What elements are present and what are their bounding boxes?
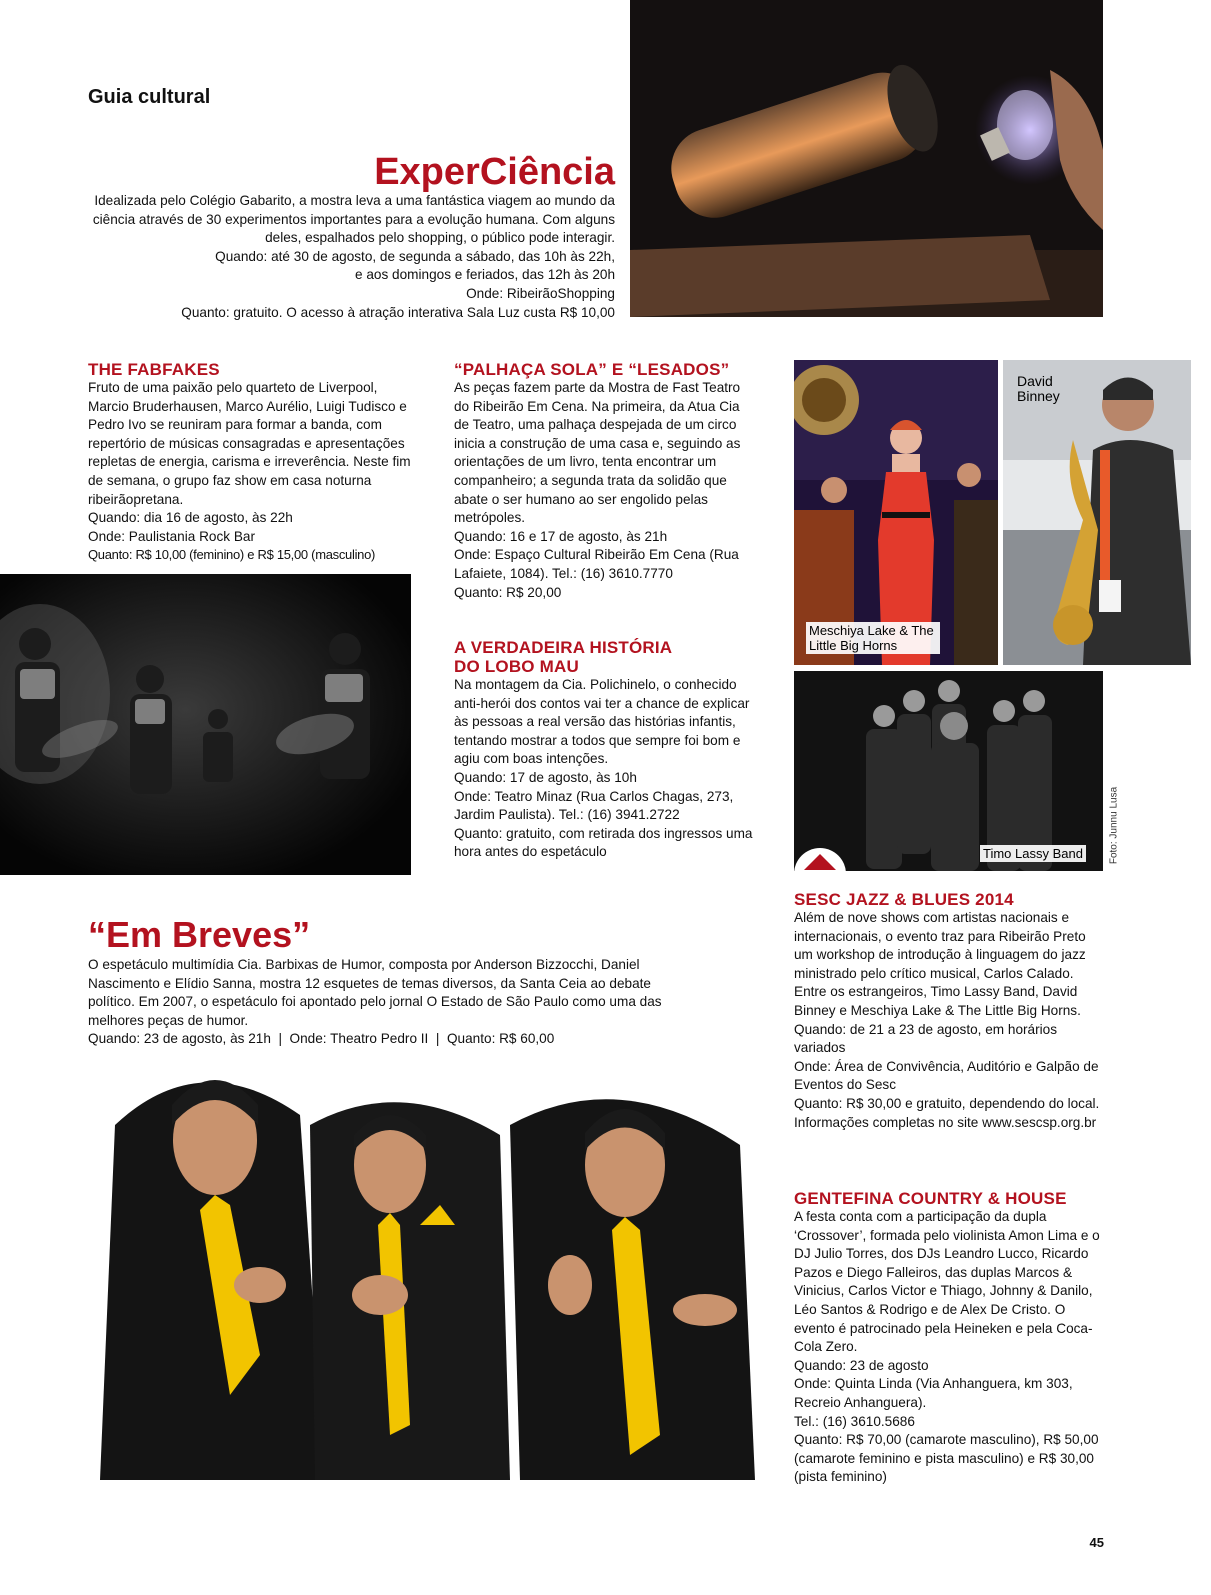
lobomau-title-1: A VERDADEIRA HISTÓRIA (454, 638, 673, 657)
david-binney-photo (1003, 360, 1191, 665)
embreves-info: Quando: 23 de agosto, às 21h | Onde: Theatro Pedro II | Quanto: R$ 60,00 (88, 1031, 555, 1047)
sesc-price: Quanto: R$ 30,00 e gratuito, dependendo do local. Informações completas no site www.sescsp.org.br (794, 1095, 1100, 1130)
timo-lassy-photo (794, 671, 1103, 871)
palhaca-when: Quando: 16 e 17 de agosto, às 21h (454, 528, 668, 544)
experciencia-price: Quanto: gratuito. O acesso à atração interativa Sala Luz custa R$ 10,00 (181, 304, 615, 320)
lobomau-when: Quando: 17 de agosto, às 10h (454, 769, 637, 785)
experciencia-photo (630, 0, 1103, 317)
palhaca-body: As peças fazem parte da Mostra de Fast Teatro do Ribeirão Em Cena. Na primeira, da Atua Cia de Teatro, uma palhaça despejada de um circo inicia a construção de uma casa e, seguindo as orientações de um livro, tenta encontrar um companheiro; a segunda trata da solidão que abate o ser humano ao ser engolido pelas metrópoles. (454, 380, 741, 526)
gentefina-where: Onde: Quinta Linda (Via Anhanguera, km 303, Recreio Anhanguera). (794, 1376, 1073, 1410)
sesc-title: SESC JAZZ & BLUES 2014 (794, 890, 1014, 909)
experciencia-when-2: e aos domingos e feriados, das 12h às 20h (355, 267, 615, 283)
experciencia-body: Idealizada pelo Colégio Gabarito, a mostra leva a uma fantástica viagem ao mundo da ciência através de 30 experimentos importantes para a evolução humana. Com alguns deles, espalhados pelo shopping, o público pode interagir. (92, 193, 615, 246)
sesc-when: Quando: de 21 a 23 de agosto, em horários variados (794, 1021, 1057, 1056)
gentefina-title: GENTEFINA COUNTRY & HOUSE (794, 1189, 1067, 1208)
meschiya-caption: Meschiya Lake & The Little Big Horns (806, 622, 940, 654)
gentefina-price: Quanto: R$ 70,00 (camarote masculino), R$ 50,00 (camarote feminino e pista masculino) e R$ 30,00 (pista feminino) (794, 1432, 1099, 1485)
lobomau-price: Quanto: gratuito, com retirada dos ingressos uma hora antes do espetáculo (454, 825, 753, 860)
david-binney-caption: David Binney (1017, 373, 1060, 404)
fabfakes-photo (0, 574, 411, 875)
embreves-title: “Em Breves” (88, 914, 311, 955)
palhaca-title: “PALHAÇA SOLA” E “LESADOS” (454, 360, 730, 379)
meschiya-photo (794, 360, 998, 665)
sesc-body: Além de nove shows com artistas nacionais e internacionais, o evento traz para Ribeirão Preto um workshop de introdução à linguagem do jazz ministrado pelo crítico musical, Carlos Calado. Entre os estrangeiros, Timo Lassy Band, David Binney e Meschiya Lake & The Little Big Horns. (794, 910, 1086, 1018)
palhaca-price: Quanto: R$ 20,00 (454, 584, 562, 600)
timo-lassy-caption: Timo Lassy Band (980, 845, 1086, 862)
lobomau-where: Onde: Teatro Minaz (Rua Carlos Chagas, 273, Jardim Paulista). Tel.: (16) 3941.2722 (454, 788, 734, 823)
embreves-photo (100, 1055, 755, 1480)
experciencia-where: Onde: RibeirãoShopping (466, 285, 615, 301)
embreves-body: O espetáculo multimídia Cia. Barbixas de Humor, composta por Anderson Bizzocchi, Daniel Nascimento e Elídio Sanna, mostra 12 esquetes de temas diversos, da Santa Ceia ao debate político. Em 2007, o espetáculo foi apontado pelo jornal O Estado de São Paulo como uma das melhores peças de humor. (88, 957, 662, 1028)
page-number: 45 (1089, 1535, 1104, 1550)
gentefina-body: A festa conta com a participação da dupla ‘Crossover’, formada pelo violinista Amon Lima e o DJ Julio Torres, dos DJs Leandro Lucco, Ricardo Pazos e Diego Falleiros, das duplas Marcos & Vinicius, Carlos Victor e Thiago, Johnny & Danilo, Léo Santos & Rodrigo e de Alex De Cristo. O evento é patrocinado pela Heineken e pela Coca-Cola Zero. (794, 1209, 1100, 1355)
section-header: Guia cultural (88, 86, 211, 108)
fabfakes-body: Fruto de uma paixão pelo quarteto de Liverpool, Marcio Bruderhausen, Marco Aurélio, Luigi Tudisco e Pedro Ivo se reuniram para formar a banda, com repertório de músicas consagradas e apresentações repletas de energia, carisma e irreverência. Neste fim de semana, o grupo faz show em casa noturna ribeirãopretana. (88, 380, 411, 507)
lobomau-body: Na montagem da Cia. Polichinelo, o conhecido anti-herói dos contos vai ter a chance de explicar às pessoas a real versão das histórias infantis, tentando mostrar a todos que sempre foi bom e agiu com boas intenções. (454, 677, 750, 767)
fabfakes-when: Quando: dia 16 de agosto, às 22h (88, 510, 293, 526)
sesc-where: Onde: Área de Convivência, Auditório e Galpão de Eventos do Sesc (794, 1058, 1099, 1093)
fabfakes-price: Quanto: R$ 10,00 (feminino) e R$ 15,00 (masculino) (88, 547, 376, 563)
experciencia-title: ExperCiência (374, 151, 615, 193)
photo-credit: Foto: Junnu Lusa (1108, 786, 1120, 865)
experciencia-when-1: Quando: até 30 de agosto, de segunda a sábado, das 10h às 22h, (215, 248, 615, 264)
fabfakes-where: Onde: Paulistania Rock Bar (88, 528, 255, 544)
gentefina-when: Quando: 23 de agosto (794, 1357, 929, 1373)
fabfakes-title: THE FABFAKES (88, 360, 220, 379)
arrow-up-icon (794, 848, 846, 872)
palhaca-where: Onde: Espaço Cultural Ribeirão Em Cena (Rua Lafaiete, 1084). Tel.: (16) 3610.7770 (454, 547, 739, 581)
gentefina-tel: Tel.: (16) 3610.5686 (794, 1413, 915, 1429)
lobomau-title-2: DO LOBO MAU (454, 657, 579, 676)
